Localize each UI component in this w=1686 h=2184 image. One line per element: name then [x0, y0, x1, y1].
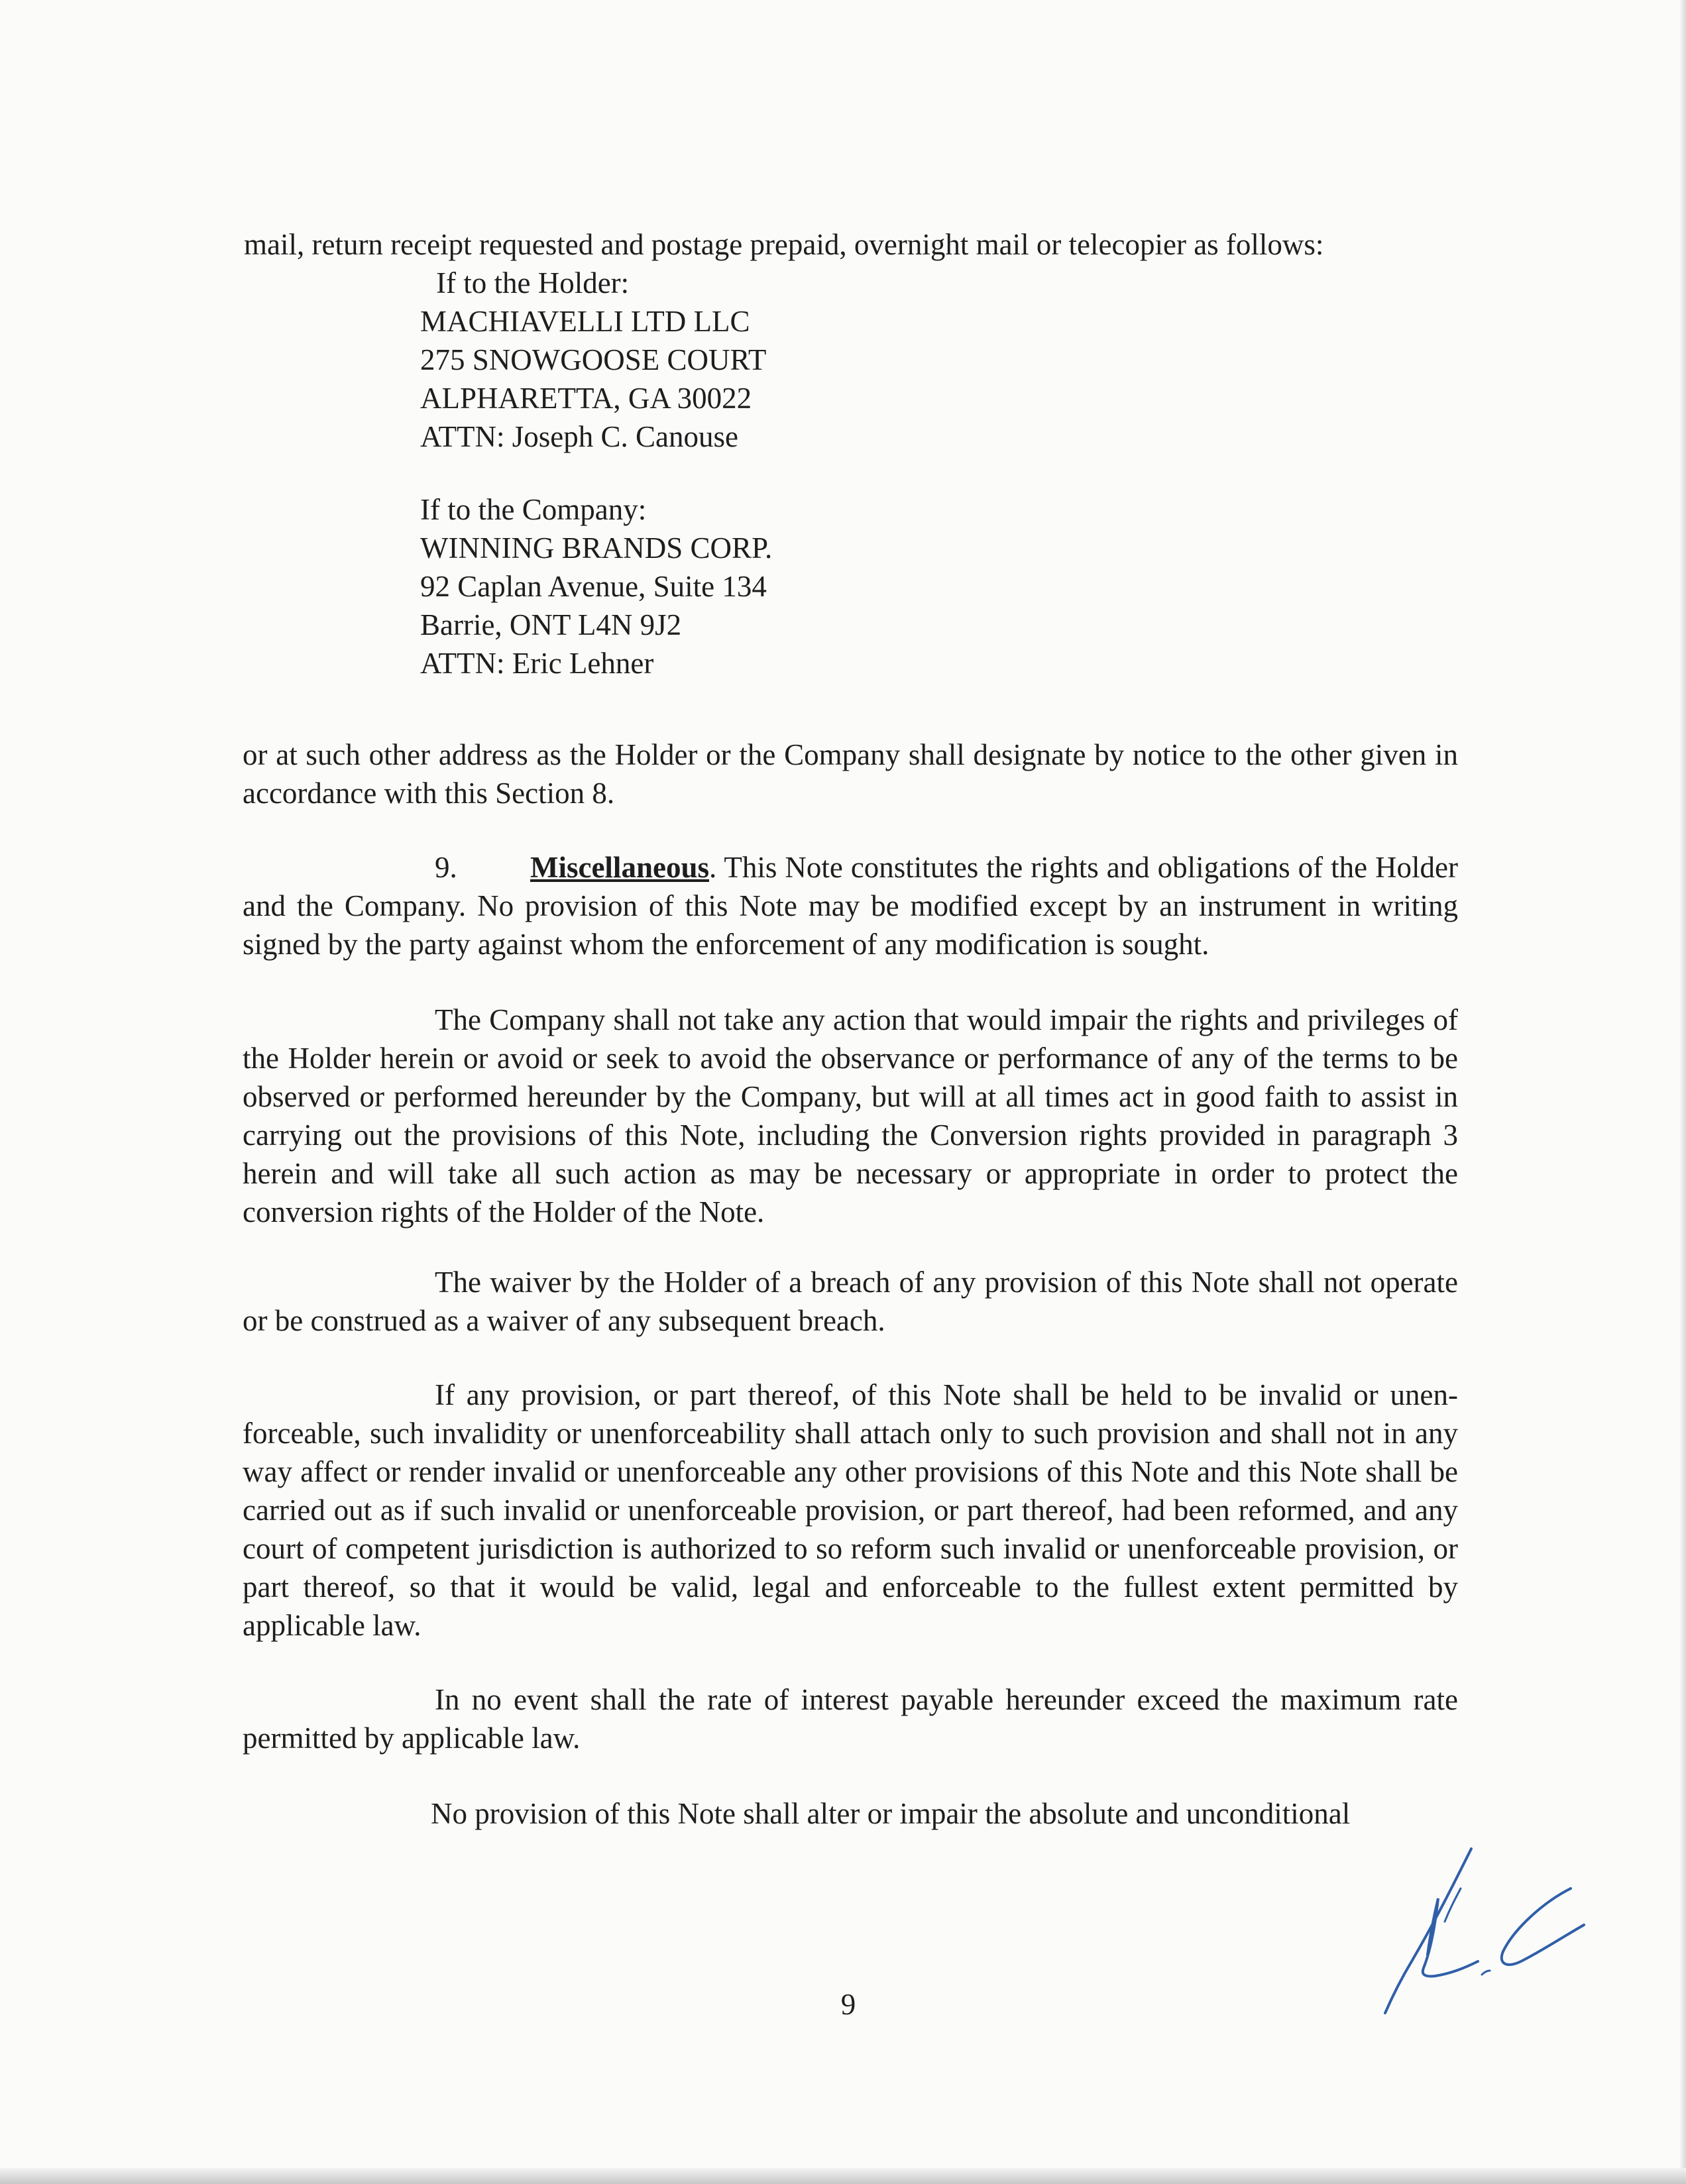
- company-address-line: Barrie, ONT L4N 9J2: [420, 608, 682, 641]
- holder-address-block: [420, 264, 766, 456]
- handwritten-initials-signature: [1372, 1835, 1597, 2021]
- body-paragraph: [243, 1376, 1458, 1645]
- holder-address-line: If to the Holder:: [436, 266, 630, 300]
- page-edge-shadow-bottom: [0, 2168, 1686, 2184]
- holder-address-line: ATTN: Joseph C. Canouse: [420, 420, 738, 453]
- holder-address-line: MACHIAVELLI LTD LLC: [420, 305, 750, 338]
- paragraph-text: The waiver by the Holder of a breach of any provision of this Note shall not operate or be construed as a waiver of any subsequent breach.: [243, 1266, 1458, 1337]
- section-9-text: . This Note constitutes the rights and obligations of the Holder and the Company. No provision of this Note may be modified except by an instrument in writing signed by the party against whom the enforcement of any modification is sought.: [243, 851, 1458, 961]
- body-paragraph: [243, 1680, 1458, 1757]
- holder-address-line: 275 SNOWGOOSE COURT: [420, 343, 767, 376]
- intro-line: mail, return receipt requested and postage prepaid, overnight mail or telecopier as follows:: [244, 228, 1324, 261]
- paragraph-text: If any provision, or part thereof, of this Note shall be held to be invalid or unen-forceable, such invalidity or unenforceability shall attach only to such provision and shall not in any way affect or render invalid or unenforceable any other provisions of this Note and this Note shall be carried out as if such invalid or unenforceable provision, or part thereof, had been reformed, and any court of competent jurisdiction is authorized to so reform such invalid or unenforceable provision, or part thereof, so that it would be valid, legal and enforceable to the fullest extent permitted by applicable law.: [243, 1378, 1458, 1642]
- address-followup-paragraph: or at such other address as the Holder or the Company shall designate by notice to the other given in accordance with this Section 8.: [243, 738, 1458, 810]
- body-paragraph: [243, 1263, 1458, 1340]
- page-number: 9: [840, 1988, 856, 2021]
- paragraph-text: The Company shall not take any action that would impair the rights and privileges of the Holder herein or avoid or seek to avoid the observance or performance of any of the terms to be observed or performed hereunder by the Company, but will at all times act in good faith to assist in carrying out the provisions of this Note, including the Conversion rights provided in paragraph 3 herein and will take all such action as may be necessary or appropriate in order to protect the conversion rights of the Holder of the Note.: [243, 1003, 1458, 1228]
- signature-icon: [1372, 1835, 1597, 2021]
- paragraph-text: In no event shall the rate of interest payable hereunder exceed the maximum rate permitted by applicable law.: [243, 1683, 1458, 1755]
- company-address-block: [420, 490, 772, 682]
- company-address-line: WINNING BRANDS CORP.: [420, 531, 773, 565]
- section-heading: Miscellaneous: [530, 851, 709, 884]
- page-edge-shadow-right: [1679, 0, 1686, 2184]
- company-address-line: 92 Caplan Avenue, Suite 134: [420, 570, 767, 603]
- holder-address-line: ALPHARETTA, GA 30022: [420, 382, 752, 415]
- section-9-paragraph: [243, 848, 1458, 963]
- company-address-line: ATTN: Eric Lehner: [420, 647, 654, 680]
- section-number: 9.: [435, 851, 457, 884]
- paragraph-text: No provision of this Note shall alter or impair the absolute and unconditional: [431, 1797, 1351, 1830]
- body-paragraph: [243, 1001, 1458, 1231]
- company-address-line: If to the Company:: [420, 493, 647, 526]
- body-paragraph: [243, 1794, 1458, 1833]
